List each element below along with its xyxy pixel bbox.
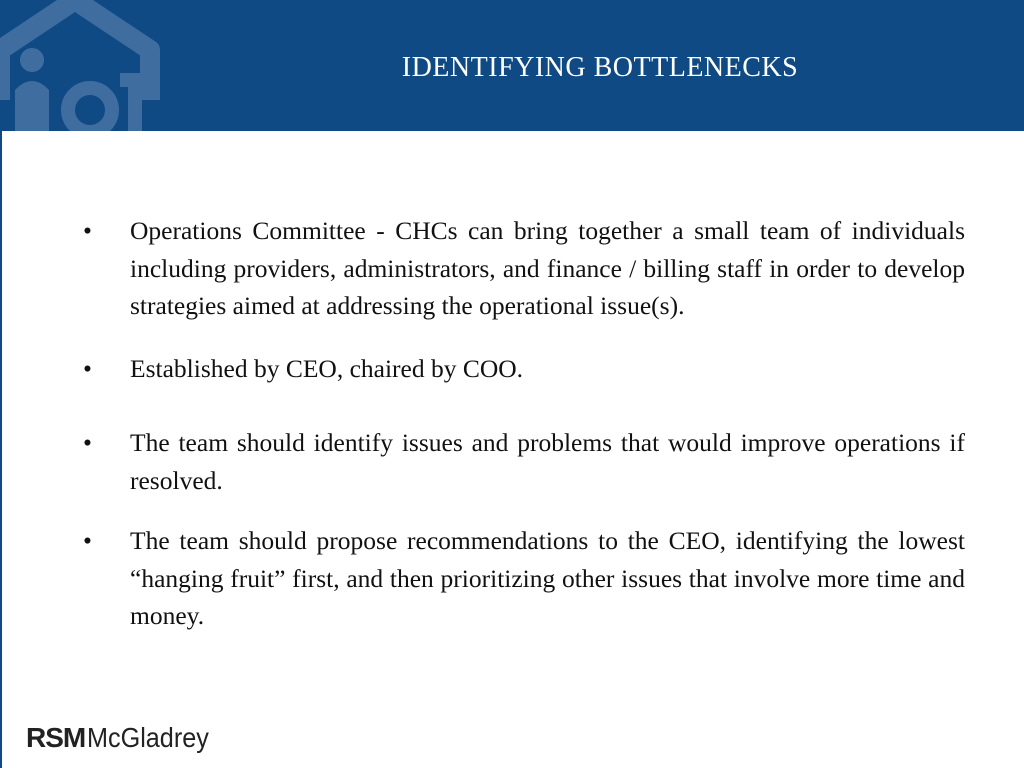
- bullet-text: The team should propose recommendations to the CEO, identifying the lowest “hanging fruit” first, and then prioritizing other issues that involve more time and money.: [130, 526, 965, 630]
- logo-rsm: RSM: [26, 722, 86, 753]
- house-people-icon: [0, 0, 200, 131]
- bullet-item: [83, 522, 965, 635]
- page-title: IDENTIFYING BOTTLENECKS: [401, 52, 799, 83]
- bullet-mark: •: [83, 216, 92, 245]
- bullet-text: Established by CEO, chaired by COO.: [130, 353, 524, 383]
- bullet-list: [83, 212, 965, 635]
- bullet-item: [83, 212, 965, 325]
- bullet-mark: •: [83, 353, 92, 383]
- left-border: [0, 131, 2, 768]
- bullet-text: The team should identify issues and problems that would improve operations if resolved.: [130, 428, 965, 495]
- logo-mcgladrey: McGladrey: [87, 722, 210, 753]
- bullet-text: Operations Committee - CHCs can bring together a small team of individuals including providers, administrators, and finance / billing staff in order to develop strategies aimed at addressing the operational issue(s).: [130, 216, 965, 320]
- rsm-mcgladrey-logo: [26, 722, 223, 762]
- bullet-item: [83, 350, 965, 388]
- bullet-item: [83, 424, 965, 499]
- bullet-mark: •: [83, 428, 92, 457]
- header-banner: [0, 0, 1024, 131]
- bullet-mark: •: [83, 526, 92, 555]
